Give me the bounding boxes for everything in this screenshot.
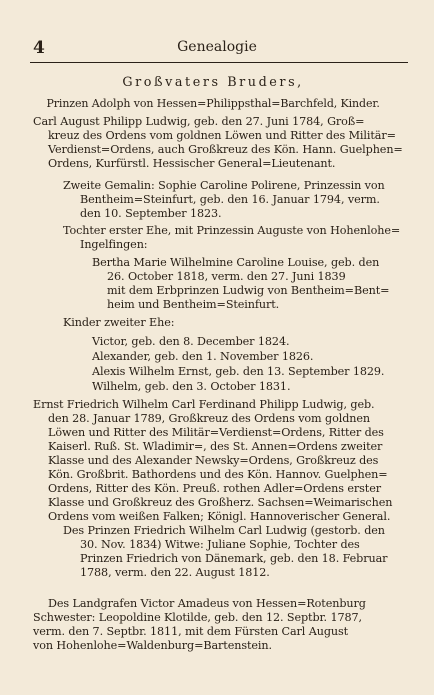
entry-line: Kinder zweiter Ehe:: [63, 316, 175, 329]
entry-line: Carl August Philipp Ludwig, geb. den 27. Juni 1784, Groß=: [33, 115, 365, 128]
entry-line: Prinzen Friedrich von Dänemark, geb. den 18. Februar: [80, 552, 388, 565]
entry-line: den 10. September 1823.: [80, 207, 222, 220]
entry-line: Klasse und des Alexander Newsky=Ordens, Großkreuz des: [48, 454, 379, 467]
entry-line: Klasse und Großkreuz des Großherz. Sachsen=Weimarischen: [48, 496, 393, 509]
entry-line: den 28. Januar 1789, Großkreuz des Ordens vom goldnen: [48, 412, 370, 425]
page-header: [0, 38, 434, 60]
footnote-line: Schwester: Leopoldine Klotilde, geb. den 12. Septbr. 1787,: [33, 611, 362, 624]
entry-line: Ordens vom weißen Falken; Königl. Hannoverischer General.: [48, 510, 391, 523]
entry-line: kreuz des Ordens vom goldnen Löwen und Ritter des Militär=: [48, 129, 396, 142]
running-title: Genealogie: [177, 39, 257, 55]
footnote-line: Des Landgrafen Victor Amadeus von Hessen=Rotenburg: [48, 597, 366, 610]
entry-line: Wilhelm, geb. den 3. October 1831.: [92, 380, 291, 393]
section-heading: Großvaters Bruders,: [122, 75, 304, 90]
entry-line: heim und Bentheim=Steinfurt.: [107, 298, 280, 311]
entry-line: Zweite Gemalin: Sophie Caroline Polirene, Prinzessin von: [63, 179, 385, 192]
entry-line: Löwen und Ritter des Militär=Verdienst=Ordens, Ritter des: [48, 426, 384, 439]
section-subheading: Prinzen Adolph von Hessen=Philippsthal=Barchfeld, Kinder.: [46, 97, 380, 110]
footnote-line: von Hohenlohe=Waldenburg=Bartenstein.: [33, 639, 272, 652]
entry-line: Ingelfingen:: [80, 238, 148, 251]
footnote-line: verm. den 7. Septbr. 1811, mit dem Fürsten Carl August: [33, 625, 349, 638]
entry-line: mit dem Erbprinzen Ludwig von Bentheim=Bent=: [107, 284, 390, 297]
entry-line: Verdienst=Ordens, auch Großkreuz des Kön. Hann. Guelphen=: [48, 143, 403, 156]
header-rule: [30, 62, 408, 63]
entry-line: Des Prinzen Friedrich Wilhelm Carl Ludwig (gestorb. den: [63, 524, 385, 537]
entry-line: Ernst Friedrich Wilhelm Carl Ferdinand Philipp Ludwig, geb.: [33, 398, 375, 411]
entry-line: Victor, geb. den 8. December 1824.: [92, 335, 290, 348]
entry-line: Ordens, Kurfürstl. Hessischer General=Lieutenant.: [48, 157, 336, 170]
entry-line: 1788, verm. den 22. August 1812.: [80, 566, 270, 579]
entry-line: 26. October 1818, verm. den 27. Juni 1839: [107, 270, 346, 283]
entry-line: 30. Nov. 1834) Witwe: Juliane Sophie, Tochter des: [80, 538, 360, 551]
entry-line: Alexander, geb. den 1. November 1826.: [92, 350, 314, 363]
entry-line: Tochter erster Ehe, mit Prinzessin Auguste von Hohenlohe=: [63, 224, 401, 237]
entry-line: Kön. Großbrit. Bathordens und des Kön. Hannov. Guelphen=: [48, 468, 388, 481]
page-number: 4: [33, 38, 45, 58]
entry-line: Kaiserl. Ruß. St. Wladimir=, des St. Annen=Ordens zweiter: [48, 440, 383, 453]
entry-line: Bertha Marie Wilhelmine Caroline Louise, geb. den: [92, 256, 380, 269]
entry-line: Ordens, Ritter des Kön. Preuß. rothen Adler=Ordens erster: [48, 482, 381, 495]
entry-line: Alexis Wilhelm Ernst, geb. den 13. September 1829.: [92, 365, 385, 378]
entry-line: Bentheim=Steinfurt, geb. den 16. Januar 1794, verm.: [80, 193, 380, 206]
